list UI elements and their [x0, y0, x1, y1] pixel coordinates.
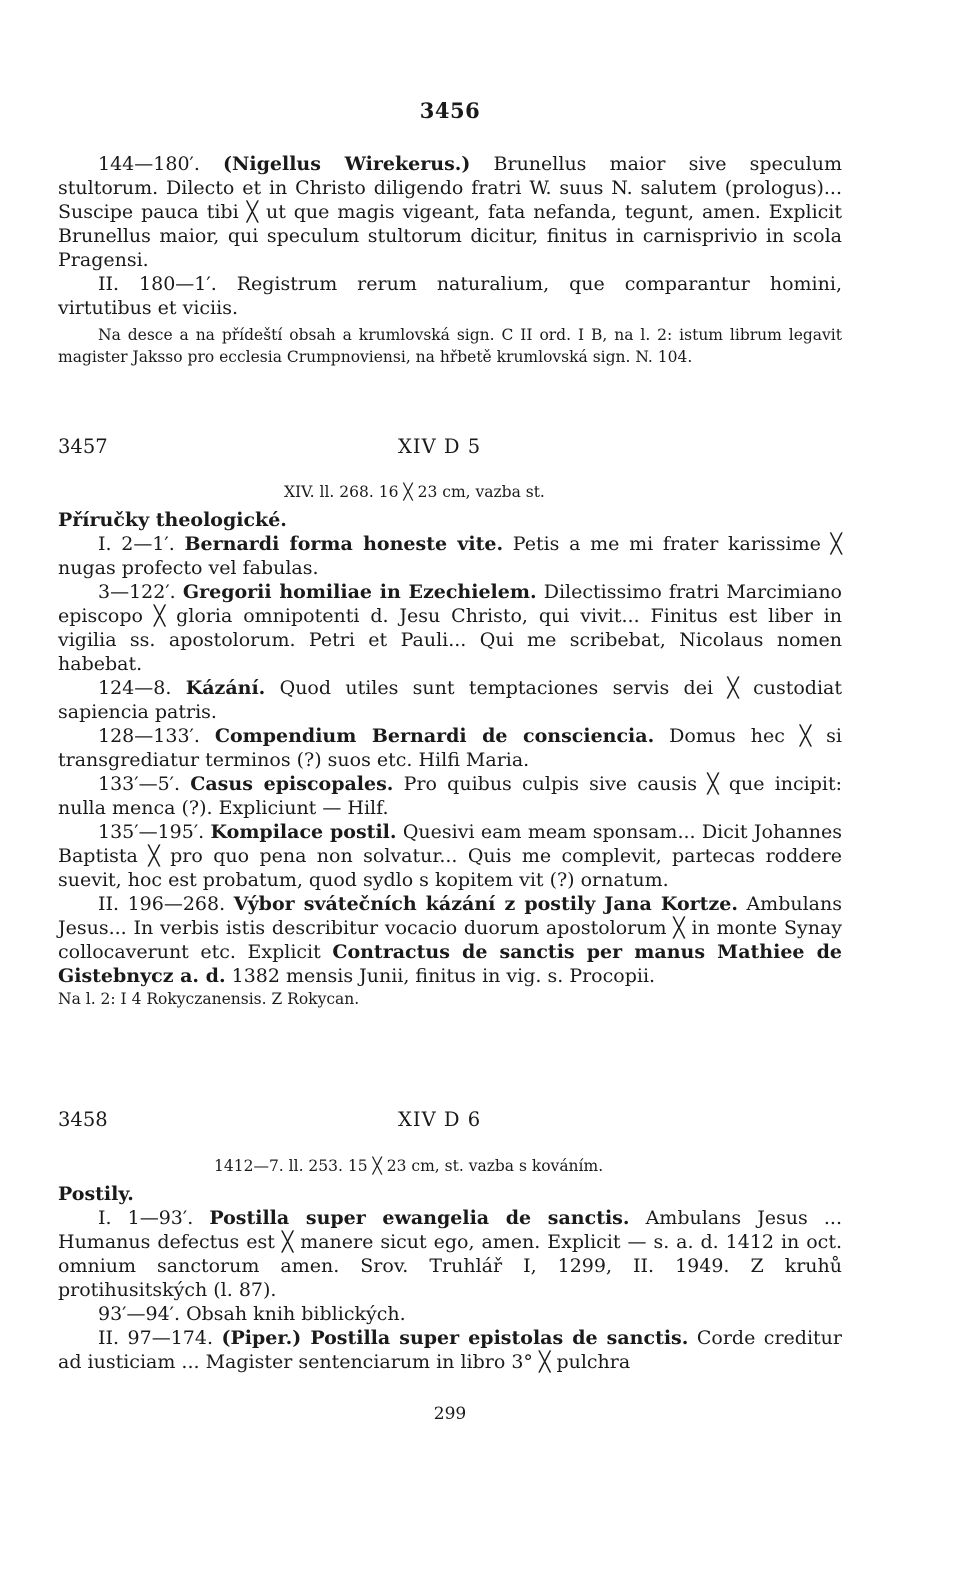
page-number: 299: [433, 1404, 467, 1424]
continued-entry: [58, 152, 842, 368]
item: 133′—5′. Casus episcopales. Pro quibus culpis sive causis ╳ que incipit: nulla menca (?). Expliciunt — Hilf.: [58, 773, 843, 819]
item: 128—133′. Compendium Bernardi de consciencia. Domus hec ╳ si transgrediatur terminos (?) suos etc. Hilfi Maria.: [58, 725, 842, 771]
item: I. 1—93′. Postilla super ewangelia de sanctis. Ambulans Jesus ... Humanus defectus est ╳ manere sicut ego, amen. Explicit — s. a. d. 1412 in oct. omnium sanctorum amen. Srov. Truhlář I, 1299, II. 1949. Z kruhů protihusitských (l. 87).: [58, 1207, 842, 1301]
item: 93′—94′. Obsah knih biblických.: [98, 1303, 406, 1325]
entry-number: 3458: [58, 1108, 108, 1131]
shelfmark: XIV D 6: [398, 1108, 482, 1131]
item: I. 2—1′. Bernardi forma honeste vite. Petis a me mi frater karissime ╳ nugas profecto vel fabulas.: [58, 533, 842, 579]
entry-number: 3457: [58, 435, 108, 458]
running-head: 3456: [419, 98, 481, 123]
note: Na l. 2: I 4 Rokyczanensis. Z Rokycan.: [58, 990, 360, 1008]
entry-title: Postily.: [58, 1183, 134, 1205]
item: 3—122′. Gregorii homiliae in Ezechielem. Dilectissimo fratri Marcimiano episcopo ╳ gloria omnipotenti d. Jesu Christo, qui vivit... Finitus est liber in vigilia ss. apostolorum. Petri et Pauli... Qui me scribebat, Nicolaus nomen habebat.: [58, 581, 842, 675]
note: Na desce a na přídeští obsah a krumlovská sign. C II ord. I B, na l. 2: istum librum legavit magister Jaksso pro ecclesia Crumpnoviensi, na hřbetě krumlovská sign. N. 104.: [58, 326, 842, 366]
entry-paragraph: [58, 152, 842, 272]
entry-body: [58, 1182, 842, 1374]
folio-range: 144—180′.: [98, 153, 224, 175]
item: II. 97—174. (Piper.) Postilla super epistolas de sanctis. Corde creditur ad iusticiam ... Magister sentenciarum in libro 3° ╳ pulchra: [58, 1327, 842, 1373]
codex-description: XIV. ll. 268. 16 ╳ 23 cm, vazba st.: [284, 483, 545, 501]
codex-description: 1412—7. ll. 253. 15 ╳ 23 cm, st. vazba s kováním.: [214, 1157, 604, 1175]
entry-text: Brunellus maior sive speculum stultorum. Dilecto et in Christo diligendo fratri W. suus N. salutem (prologus)... Suscipe pauca tibi ╳ ut que magis vigeant, fata nefanda, tegunt, amen. Explicit Brunellus maior, qui speculum stultorum dicitur, finitus in carnisprivio in scola Pragensi.: [58, 153, 842, 271]
entry-body: [58, 508, 842, 1010]
entry-paragraph: II. 180—1′. Registrum rerum naturalium, que comparantur homini, virtutibus et viciis.: [58, 273, 842, 319]
item: 124—8. Kázání. Quod utiles sunt temptaciones servis dei ╳ custodiat sapiencia patris.: [58, 677, 842, 723]
item: II. 196—268. Výbor svátečních kázání z postily Jana Kortze. Ambulans Jesus... In verbis istis describitur vocacio duorum apostolorum ╳ in monte Synay collocaverunt etc. Explicit Contractus de sanctis per manus Mathiee de Gistebnycz a. d. 1382 mensis Junii, finitus in vig. s. Procopii.: [58, 893, 843, 987]
item: 135′—195′. Kompilace postil. Quesivi eam meam sponsam... Dicit Johannes Baptista ╳ pro quo pena non solvatur... Quis me complevit, partecas roddere suevit, hoc est probatum, quod sydlo s kopitem vit (?) ornatum.: [58, 821, 842, 891]
entry-author: (Nigellus Wirekerus.): [223, 153, 471, 175]
shelfmark: XIV D 5: [398, 435, 482, 458]
entry-title: Příručky theologické.: [58, 509, 287, 531]
